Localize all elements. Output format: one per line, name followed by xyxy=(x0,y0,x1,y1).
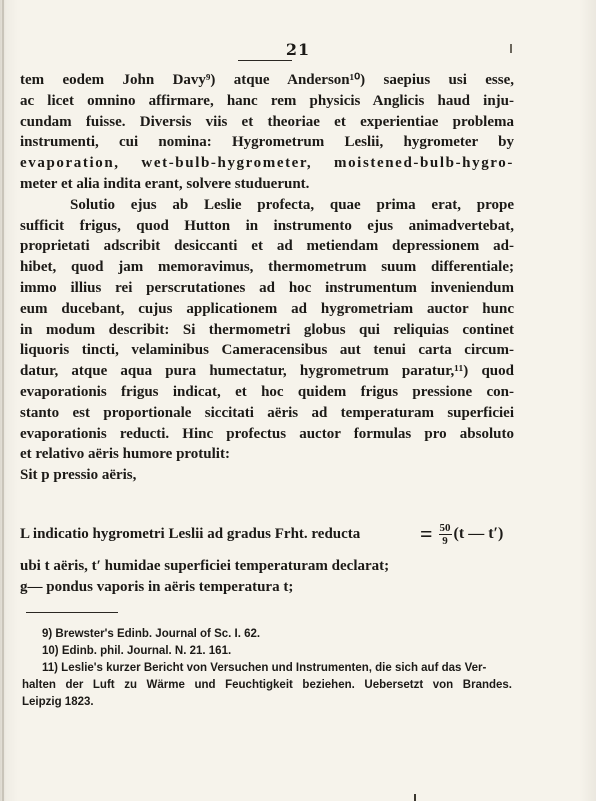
text-line: ac licet omnino affirmare, hanc rem physicis Anglicis haud inju- xyxy=(20,92,514,109)
text-line: evaporationis frigus indicat, et hoc quidem frigus pressione con- xyxy=(20,383,514,400)
text-line: Sit p pressio aëris, xyxy=(20,467,137,484)
text-line: sufficit frigus, quod Hutton in instrumento ejus animadvertebat, xyxy=(20,217,514,234)
text-line: cundam fuisse. Diversis viis et theoriae et experientiae problema xyxy=(20,113,514,130)
text-line: evaporationis reducti. Hinc profectus auctor formulas pro absoluto xyxy=(20,425,514,442)
page-number: 21 xyxy=(285,40,311,59)
binding-shadow xyxy=(2,0,4,801)
footnote-continuation: halten der Luft zu Wärme und Feuchtigkeit beziehen. Uebersetzt von Brandes. xyxy=(22,679,512,691)
text-line: g— pondus vaporis in aëris temperatura t; xyxy=(20,579,294,595)
text-line: instrumenti, cui nomina: Hygrometrum Leslii, hygrometer by xyxy=(20,134,514,151)
text-line: datur, atque aqua pura humectatur, hygrometrum paratur,¹¹) quod xyxy=(20,363,514,380)
footnote-continuation: Leipzig 1823. xyxy=(22,696,94,708)
after-formula-text xyxy=(20,556,514,598)
formula-line xyxy=(20,516,514,552)
text-line: et relativo aëris humore protulit: xyxy=(20,446,230,463)
fraction-numerator: 50 xyxy=(439,521,451,534)
fraction-denominator: 9 xyxy=(442,534,448,547)
fraction xyxy=(439,522,452,547)
text-line: eum ducebant, cujus applicationem ad hygrometriam auctor hunc xyxy=(20,300,514,317)
footnote: 9) Brewster's Edinb. Journal of Sc. I. 62. xyxy=(42,628,261,640)
text-line: tem eodem John Davy⁹) atque Anderson¹⁰) saepius usi esse, xyxy=(20,72,514,88)
text-line: Solutio ejus ab Leslie profecta, quae prima erat, prope xyxy=(70,196,514,213)
text-line: ubi t aëris, t′ humidae superficiei temperaturam declarat; xyxy=(20,558,390,574)
text-line: proprietati adscribit desiccanti et ad metiendam depressionem ad- xyxy=(20,238,514,255)
footnote-rule xyxy=(26,612,118,613)
text-line: stanto est proportionale siccitati aëris ad temperaturam superficiei xyxy=(20,404,514,421)
equals-sign: = xyxy=(420,521,433,546)
formula-tail: (t — t′) xyxy=(453,525,504,542)
text-line: in modum describit: Si thermometri globus qui reliquias continet xyxy=(20,321,514,338)
text-line: meter et alia indita erant, solvere studuerunt. xyxy=(20,175,310,192)
body-text xyxy=(20,70,514,486)
footnote: 10) Edinb. phil. Journal. N. 21. 161. xyxy=(42,645,232,657)
page-number-rule xyxy=(238,60,292,61)
text-line: evaporation, wet-bulb-hygrometer, moistened-bulb-hygro- xyxy=(20,155,514,172)
formula-text: L indicatio hygrometri Leslii ad gradus Frht. reducta xyxy=(20,526,361,542)
text-line: immo illius rei perscrutationes ad hoc instrumentum inveniendum xyxy=(20,279,514,296)
text-line: hibet, quod jam memoravimus, thermometrum suum differentiale; xyxy=(20,259,514,276)
scan-speck xyxy=(414,794,416,801)
footnote: 11) Leslie's kurzer Bericht von Versuchen und Instrumenten, die sich auf das Ver- xyxy=(42,662,487,674)
text-line: liquoris tincti, velaminibus Cameracensibus aut tenui carta circum- xyxy=(20,342,514,359)
formula xyxy=(420,516,503,552)
footnotes xyxy=(22,626,512,711)
